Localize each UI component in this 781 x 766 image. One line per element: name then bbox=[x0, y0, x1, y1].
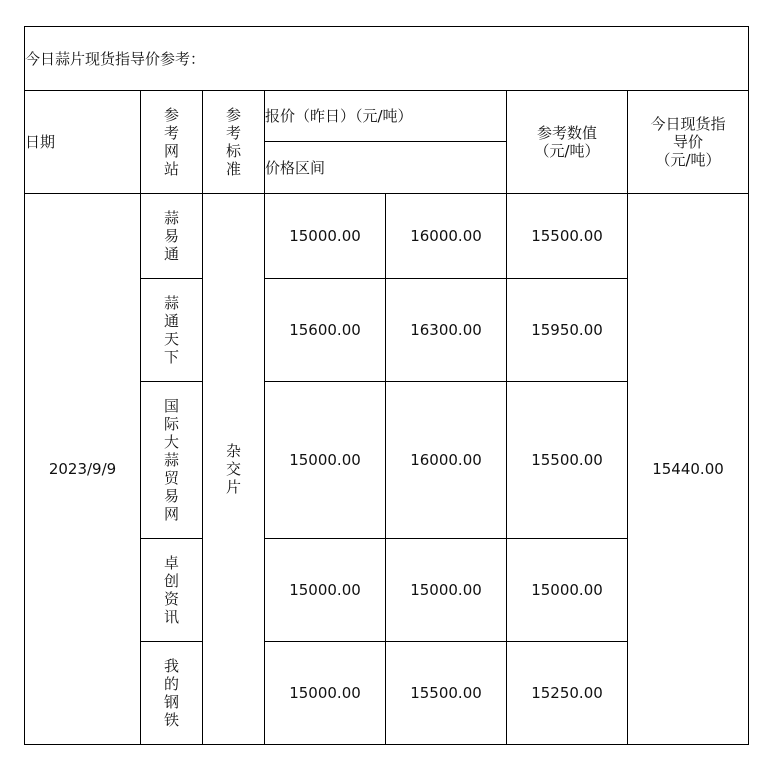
table-title: 今日蒜片现货指导价参考： bbox=[25, 27, 749, 91]
site-cell: 卓创资讯 bbox=[141, 539, 203, 642]
header-date: 日期 bbox=[25, 91, 141, 194]
ref-value-cell: 15500.00 bbox=[507, 382, 628, 539]
site-cell: 蒜易通 bbox=[141, 194, 203, 279]
low-price-cell: 15000.00 bbox=[265, 194, 386, 279]
price-table bbox=[24, 26, 749, 745]
ref-value-cell: 15950.00 bbox=[507, 279, 628, 382]
high-price-cell: 16000.00 bbox=[386, 194, 507, 279]
header-quote: 报价（昨日）（元/吨） bbox=[265, 91, 507, 142]
high-price-cell: 15000.00 bbox=[386, 539, 507, 642]
high-price-cell: 16300.00 bbox=[386, 279, 507, 382]
low-price-cell: 15600.00 bbox=[265, 279, 386, 382]
low-price-cell: 15000.00 bbox=[265, 539, 386, 642]
high-price-cell: 16000.00 bbox=[386, 382, 507, 539]
high-price-cell: 15500.00 bbox=[386, 642, 507, 745]
site-cell: 国际大蒜贸易网 bbox=[141, 382, 203, 539]
site-cell: 蒜通天下 bbox=[141, 279, 203, 382]
date-cell: 2023/9/9 bbox=[25, 194, 141, 745]
standard-cell: 杂交片 bbox=[203, 194, 265, 745]
header-guide-price: 今日现货指导价 （元/吨） bbox=[628, 91, 749, 194]
ref-value-cell: 15250.00 bbox=[507, 642, 628, 745]
header-range: 价格区间 bbox=[265, 142, 507, 194]
header-standard: 参考标准 bbox=[203, 91, 265, 194]
ref-value-cell: 15000.00 bbox=[507, 539, 628, 642]
table-row bbox=[25, 194, 749, 279]
low-price-cell: 15000.00 bbox=[265, 642, 386, 745]
low-price-cell: 15000.00 bbox=[265, 382, 386, 539]
header-site: 参考网站 bbox=[141, 91, 203, 194]
guide-price-cell: 15440.00 bbox=[628, 194, 749, 745]
site-cell: 我的钢铁 bbox=[141, 642, 203, 745]
ref-value-cell: 15500.00 bbox=[507, 194, 628, 279]
header-ref-value: 参考数值（元/吨） bbox=[507, 91, 628, 194]
